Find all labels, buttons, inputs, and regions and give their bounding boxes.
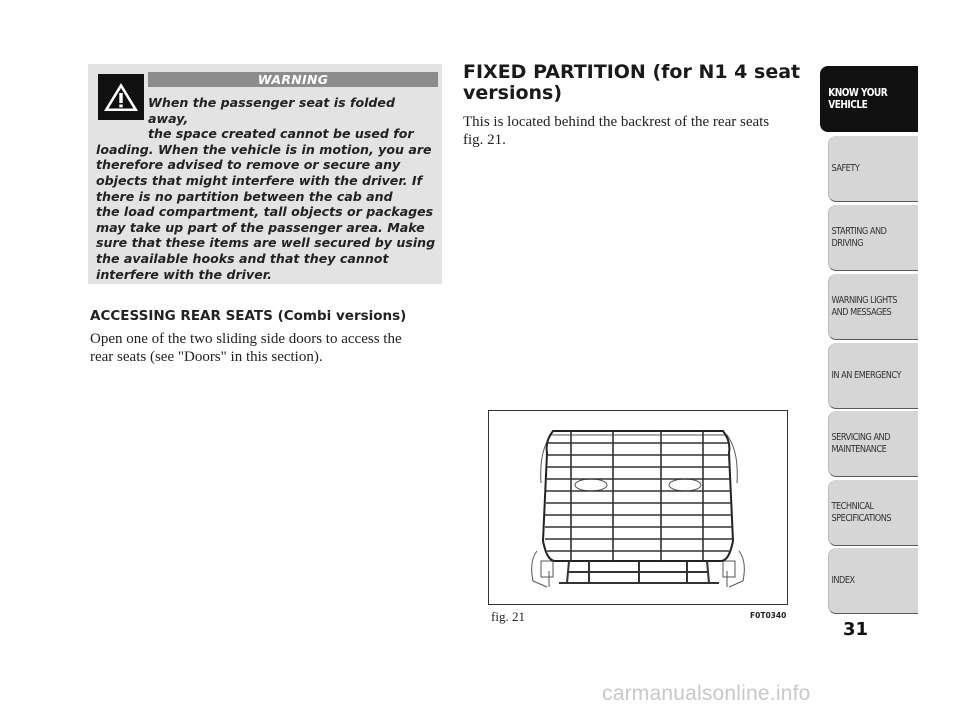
tab-servicing-and-maintenance[interactable] (828, 411, 918, 477)
heading-rest: (Combi versions) (272, 308, 407, 324)
rear-seats-body (90, 331, 445, 366)
body-line: fig. 21. (463, 131, 506, 148)
heading-bold: ACCESSING REAR SEATS (90, 308, 273, 324)
tab-in-an-emergency[interactable] (828, 343, 918, 409)
tab-index[interactable] (828, 548, 918, 614)
warning-line: the space created cannot be used for (148, 126, 414, 142)
figure-code: F0T0340 (750, 611, 787, 620)
section-heading-rear-seats (90, 308, 450, 324)
tab-label: TECHNICAL SPECIFICATIONS (831, 500, 892, 524)
tab-label: SERVICING AND MAINTENANCE (831, 431, 891, 455)
tab-know-your-vehicle[interactable] (820, 66, 918, 132)
partition-illustration (489, 411, 787, 604)
warning-line: When the passenger seat is folded away, (148, 95, 395, 126)
body-line: Open one of the two sliding side doors to access the (90, 331, 402, 347)
tab-safety[interactable] (828, 136, 918, 202)
warning-line: may take up part of the passenger area. Make (96, 219, 425, 235)
tab-label: SAFETY (831, 162, 860, 174)
watermark: carmanualsonline.info (602, 682, 811, 705)
figure-21 (488, 410, 788, 605)
warning-text (96, 95, 436, 282)
tab-label: KNOW YOUR VEHICLE (828, 86, 888, 111)
tab-technical-specifications[interactable] (828, 480, 918, 546)
warning-line: objects that might interfere with the driver. If (96, 172, 423, 188)
warning-line: therefore advised to remove or secure any (96, 157, 401, 173)
fixed-partition-body (463, 114, 811, 149)
warning-line: sure that these items are well secured by using (96, 235, 436, 251)
warning-header: WARNING (148, 72, 438, 87)
tab-label: IN AN EMERGENCY (831, 369, 901, 381)
warning-box (88, 64, 442, 284)
body-line: This is located behind the backrest of the rear seats (463, 114, 770, 130)
tab-label: STARTING AND DRIVING (831, 225, 887, 249)
warning-line: the available hooks and that they cannot (96, 250, 389, 266)
warning-line: the load compartment, tall objects or packages (96, 204, 434, 220)
tab-label: WARNING LIGHTS AND MESSAGES (831, 294, 897, 318)
heading-line: FIXED PARTITION (for N1 4 seat (463, 61, 801, 83)
heading-line: versions) (463, 82, 563, 104)
figure-caption: fig. 21 (491, 609, 525, 624)
tab-starting-and-driving[interactable] (828, 205, 918, 271)
page-number: 31 (843, 619, 869, 640)
body-line: rear seats (see "Doors" in this section). (90, 348, 323, 365)
tab-label: INDEX (831, 574, 855, 586)
warning-line: there is no partition between the cab and (96, 188, 393, 204)
tab-warning-lights[interactable] (828, 274, 918, 340)
warning-line: loading. When the vehicle is in motion, you are (96, 141, 432, 157)
warning-line: interfere with the driver. (96, 266, 272, 282)
section-heading-fixed-partition (463, 62, 813, 104)
